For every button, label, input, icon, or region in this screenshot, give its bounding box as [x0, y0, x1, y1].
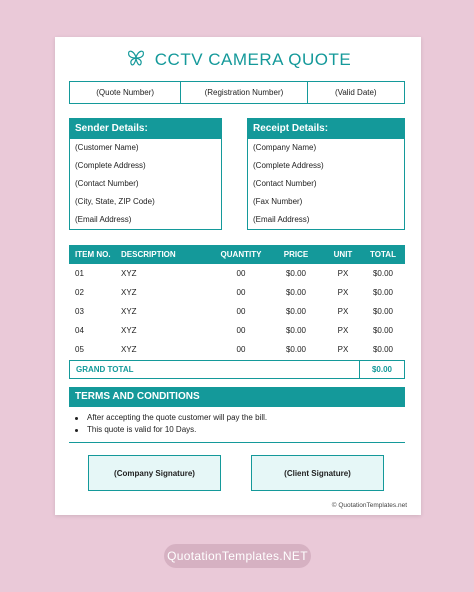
brand-badge[interactable]: QuotationTemplates.NET: [164, 544, 311, 568]
item-no-cell: 05: [75, 345, 84, 354]
sender-line[interactable]: (Complete Address): [75, 161, 146, 170]
column-header-item-no: ITEM NO.: [75, 250, 111, 259]
terms-heading: TERMS AND CONDITIONS: [69, 387, 405, 407]
receipt-line[interactable]: (Contact Number): [253, 179, 317, 188]
terms-divider: [69, 442, 405, 443]
quantity-cell: 00: [236, 269, 246, 278]
page-title: CCTV CAMERA QUOTE: [154, 50, 352, 69]
total-cell: $0.00: [372, 345, 394, 354]
item-no-cell: 04: [75, 326, 84, 335]
company-signature-box[interactable]: (Company Signature): [88, 455, 221, 491]
description-cell: XYZ: [121, 345, 137, 354]
quantity-cell: 00: [236, 345, 246, 354]
table-row: [69, 264, 405, 283]
price-cell: $0.00: [285, 288, 307, 297]
quantity-cell: 00: [236, 326, 246, 335]
receipt-details-box: [247, 118, 405, 230]
quote-number-field[interactable]: (Quote Number): [70, 82, 181, 103]
total-cell: $0.00: [372, 269, 394, 278]
valid-date-field[interactable]: (Valid Date): [334, 88, 377, 97]
sender-line[interactable]: (Contact Number): [75, 179, 139, 188]
item-no-cell: 02: [75, 288, 84, 297]
receipt-line[interactable]: (Company Name): [253, 143, 317, 152]
column-header-unit: UNIT: [333, 250, 353, 259]
column-header-quantity: QUANTITY: [220, 250, 262, 259]
unit-cell: PX: [337, 307, 349, 316]
grand-total-value: $0.00: [359, 361, 404, 378]
description-cell: XYZ: [121, 288, 137, 297]
registration-number-field[interactable]: (Registration Number): [181, 82, 307, 103]
items-table: [69, 245, 405, 379]
unit-cell: PX: [337, 326, 349, 335]
unit-cell: PX: [337, 288, 349, 297]
table-header: [69, 245, 405, 264]
receipt-line[interactable]: (Fax Number): [253, 197, 303, 206]
price-cell: $0.00: [285, 345, 307, 354]
total-cell: $0.00: [372, 288, 394, 297]
terms-section: [69, 387, 405, 443]
unit-cell: PX: [337, 269, 349, 278]
price-cell: $0.00: [285, 307, 307, 316]
table-row: [69, 321, 405, 340]
item-no-cell: 01: [75, 269, 84, 278]
total-cell: $0.00: [372, 326, 394, 335]
column-header-description: DESCRIPTION: [121, 250, 176, 259]
terms-item: [75, 424, 405, 436]
description-cell: XYZ: [121, 326, 137, 335]
price-cell: $0.00: [285, 269, 307, 278]
sender-line[interactable]: (Customer Name): [75, 143, 139, 152]
receipt-line[interactable]: (Complete Address): [253, 161, 324, 170]
description-cell: XYZ: [121, 269, 137, 278]
total-cell: $0.00: [372, 307, 394, 316]
sender-line[interactable]: (Email Address): [75, 215, 132, 224]
column-header-price: PRICE: [283, 250, 309, 259]
bullet-icon: [75, 429, 78, 432]
receipt-line[interactable]: (Email Address): [253, 215, 310, 224]
table-row: [69, 340, 405, 359]
title-row: [55, 45, 421, 75]
price-cell: $0.00: [285, 326, 307, 335]
sender-heading: Sender Details:: [70, 119, 221, 139]
terms-list: [69, 407, 405, 436]
table-row: [69, 302, 405, 321]
terms-item-text: After accepting the quote customer will pay the bill.: [87, 413, 268, 422]
grand-total-label: GRAND TOTAL: [76, 365, 134, 374]
column-header-total: TOTAL: [370, 250, 396, 259]
client-signature-box[interactable]: (Client Signature): [251, 455, 384, 491]
unit-cell: PX: [337, 345, 349, 354]
receipt-heading: Receipt Details:: [248, 119, 404, 139]
description-cell: XYZ: [121, 307, 137, 316]
sender-line[interactable]: (City, State, ZIP Code): [75, 197, 155, 206]
table-row: [69, 283, 405, 302]
bullet-icon: [75, 417, 78, 420]
grand-total-row: [69, 360, 405, 379]
quantity-cell: 00: [236, 288, 246, 297]
terms-item-text: This quote is valid for 10 Days.: [87, 425, 197, 434]
copyright-credit: © QuotationTemplates.net: [331, 502, 407, 509]
butterfly-icon: [125, 47, 147, 74]
terms-item: [75, 412, 405, 424]
quantity-cell: 00: [236, 307, 246, 316]
sender-details-box: [69, 118, 222, 230]
item-no-cell: 03: [75, 307, 84, 316]
quote-document: [55, 37, 421, 515]
quote-id-row: [69, 81, 405, 104]
